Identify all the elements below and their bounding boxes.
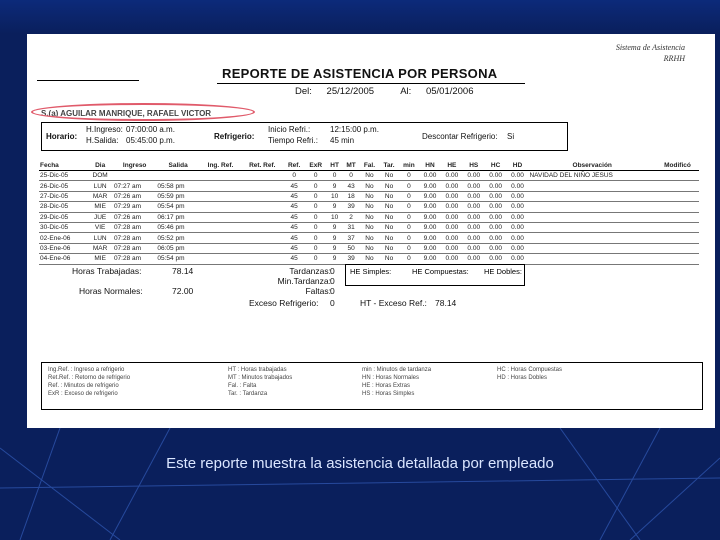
date-to-value: 05/01/2006: [425, 86, 474, 97]
table-row: [39, 212, 699, 222]
table-cell: DOM: [87, 171, 113, 181]
table-cell: 9: [327, 181, 343, 191]
table-cell: 0.00: [441, 181, 463, 191]
table-cell: MIE: [87, 202, 113, 212]
table-cell: [200, 191, 241, 201]
horas-trabajadas-value: 78.14: [172, 266, 194, 276]
table-cell: LUN: [87, 233, 113, 243]
table-cell: 9.00: [419, 181, 441, 191]
date-to-label: Al:: [400, 86, 412, 97]
column-header: HE: [441, 161, 463, 171]
table-cell: 0: [399, 212, 419, 222]
table-cell: No: [360, 171, 380, 181]
faltas-value: 0: [330, 286, 335, 296]
divider-line: [37, 80, 139, 81]
table-cell: 0: [305, 181, 327, 191]
table-cell: [241, 212, 283, 222]
table-cell: No: [360, 212, 380, 222]
salida-value: 05:45:00 p.m.: [126, 136, 175, 145]
table-cell: 0: [399, 171, 419, 181]
table-cell: [241, 254, 283, 264]
ingreso-value: 07:00:00 a.m.: [126, 125, 175, 134]
table-cell: 0: [305, 202, 327, 212]
abbreviation-legend: [41, 362, 703, 410]
title-underline: [217, 83, 525, 84]
table-row: [39, 181, 699, 191]
table-cell: 0.00: [485, 212, 507, 222]
tiempo-refri-value: 45 min: [330, 136, 355, 145]
faltas-label: Faltas:: [305, 286, 331, 296]
table-cell: No: [379, 243, 399, 253]
table-cell: [241, 233, 283, 243]
table-cell: No: [379, 233, 399, 243]
table-cell: 0.00: [485, 191, 507, 201]
table-cell: 0.00: [507, 233, 529, 243]
table-cell: 9: [327, 233, 343, 243]
table-cell: 0.00: [463, 254, 485, 264]
legend-item: MT : Minutos trabajados: [228, 375, 293, 381]
table-row: [39, 254, 699, 264]
table-cell: 05:52 pm: [156, 233, 199, 243]
column-header: HN: [419, 161, 441, 171]
min-tardanza-value: 0: [330, 276, 335, 286]
table-cell: [656, 181, 699, 191]
table-row: [39, 171, 699, 181]
table-cell: No: [360, 243, 380, 253]
table-cell: 0: [399, 191, 419, 201]
table-cell: 05:54 pm: [156, 202, 199, 212]
legend-item: HN : Horas Normales: [362, 375, 420, 381]
table-cell: [528, 212, 656, 222]
exceso-refrigerio-label: Exceso Refrigerio:: [249, 298, 319, 308]
table-cell: 9.00: [419, 233, 441, 243]
descontar-value: Si: [507, 132, 515, 141]
column-header: Modificó: [656, 161, 699, 171]
table-cell: [241, 202, 283, 212]
table-cell: [528, 181, 656, 191]
table-cell: 07:26 am: [113, 212, 156, 222]
table-cell: 26-Dic-05: [39, 181, 87, 191]
table-cell: 45: [283, 212, 304, 222]
table-cell: 07:28 am: [113, 233, 156, 243]
table-cell: 45: [283, 233, 304, 243]
table-cell: [656, 233, 699, 243]
table-cell: 0.00: [507, 191, 529, 201]
table-cell: 45: [283, 254, 304, 264]
refrigerio-label: Refrigerio:: [214, 132, 255, 141]
table-body: [39, 171, 699, 265]
table-cell: [200, 243, 241, 253]
table-cell: 0: [305, 212, 327, 222]
table-cell: 9: [327, 202, 343, 212]
table-cell: 0: [399, 181, 419, 191]
table-cell: [656, 202, 699, 212]
table-cell: 27-Dic-05: [39, 191, 87, 201]
table-cell: 43: [343, 181, 360, 191]
tardanzas-label: Tardanzas:: [289, 266, 331, 276]
table-cell: 0.00: [507, 254, 529, 264]
table-cell: No: [360, 254, 380, 264]
table-cell: [656, 222, 699, 232]
table-cell: 2: [343, 212, 360, 222]
table-cell: 29-Dic-05: [39, 212, 87, 222]
tiempo-refri-label: Tiempo Refri.:: [268, 136, 318, 145]
table-cell: 0.00: [463, 202, 485, 212]
ht-exceso-label: HT - Exceso Ref.:: [360, 298, 427, 308]
table-cell: 30-Dic-05: [39, 222, 87, 232]
he-simples-label: HE Simples:: [350, 267, 392, 276]
table-cell: [200, 254, 241, 264]
attendance-table: [39, 161, 699, 265]
table-cell: 0: [305, 243, 327, 253]
column-header: Salida: [156, 161, 199, 171]
legend-item: Fal. : Falta: [228, 383, 257, 389]
date-range: [295, 86, 498, 97]
horario-label: Horario:: [46, 132, 78, 141]
table-cell: 0.00: [485, 181, 507, 191]
ingreso-label: H.Ingreso:: [86, 125, 123, 134]
legend-column-1: [48, 366, 130, 398]
table-cell: 0.00: [441, 212, 463, 222]
table-cell: 0.00: [441, 233, 463, 243]
table-cell: [156, 171, 199, 181]
table-cell: 39: [343, 254, 360, 264]
legend-column-2: [228, 366, 292, 398]
table-cell: 0.00: [485, 233, 507, 243]
he-dobles-label: HE Dobles:: [484, 267, 522, 276]
legend-item: HS : Horas Simples: [362, 391, 415, 397]
legend-item: Tar. : Tardanza: [228, 391, 268, 397]
table-cell: No: [360, 181, 380, 191]
table-cell: 39: [343, 202, 360, 212]
slide-caption: Este reporte muestra la asistencia detallada por empleado: [166, 455, 554, 472]
table-cell: 0.00: [441, 202, 463, 212]
table-row: [39, 191, 699, 201]
salida-label: H.Salida:: [86, 136, 119, 145]
table-cell: 0.00: [507, 243, 529, 253]
table-cell: 45: [283, 243, 304, 253]
table-cell: 0: [305, 233, 327, 243]
table-cell: [200, 233, 241, 243]
table-cell: No: [379, 222, 399, 232]
table-cell: No: [360, 233, 380, 243]
table-cell: [200, 202, 241, 212]
table-cell: 25-Dic-05: [39, 171, 87, 181]
system-title: Sistema de Asistencia: [615, 43, 685, 52]
table-cell: 0.00: [441, 243, 463, 253]
table-cell: 02-Ene-06: [39, 233, 87, 243]
report-page: [27, 34, 715, 428]
table-header-row: [39, 161, 699, 171]
table-cell: 0.00: [485, 202, 507, 212]
table-cell: MAR: [87, 243, 113, 253]
table-cell: [241, 181, 283, 191]
table-cell: 9.00: [419, 212, 441, 222]
ht-exceso-value: 78.14: [435, 298, 457, 308]
date-from-value: 25/12/2005: [326, 86, 375, 97]
exceso-refrigerio-value: 0: [330, 298, 335, 308]
table-cell: 0: [283, 171, 304, 181]
he-compuestas-label: HE Compuestas:: [412, 267, 469, 276]
table-cell: 0.00: [507, 222, 529, 232]
column-header: ExR: [305, 161, 327, 171]
table-cell: [241, 222, 283, 232]
table-cell: No: [379, 191, 399, 201]
table-cell: 0.00: [441, 254, 463, 264]
table-cell: 05:58 pm: [156, 181, 199, 191]
table-cell: NAVIDAD DEL NIÑO JESUS: [528, 171, 656, 181]
table-cell: 0.00: [441, 171, 463, 181]
table-cell: [241, 243, 283, 253]
inicio-refri-label: Inicio Refri.:: [268, 125, 311, 134]
table-cell: 07:26 am: [113, 191, 156, 201]
table-cell: [528, 254, 656, 264]
table-cell: [656, 171, 699, 181]
legend-item: min : Minutos de tardanza: [362, 367, 432, 373]
table-cell: 0: [305, 222, 327, 232]
table-cell: 9: [327, 243, 343, 253]
table-cell: 0.00: [507, 181, 529, 191]
table-cell: 06:17 pm: [156, 212, 199, 222]
slide-bottom-panel: [0, 428, 720, 540]
horas-trabajadas-label: Horas Trabajadas:: [72, 266, 142, 276]
table-cell: 0.00: [507, 212, 529, 222]
table-cell: [656, 212, 699, 222]
tardanzas-value: 0: [330, 266, 335, 276]
column-header: HC: [485, 161, 507, 171]
column-header: Ref.: [283, 161, 304, 171]
table-cell: 0: [399, 243, 419, 253]
table-cell: 0.00: [485, 254, 507, 264]
table-cell: 0.00: [507, 171, 529, 181]
legend-item: Ref. : Minutos de refrigerio: [48, 383, 119, 389]
column-header: HD: [507, 161, 529, 171]
column-header: Fecha: [39, 161, 87, 171]
table-cell: 9.00: [419, 202, 441, 212]
table-cell: [200, 171, 241, 181]
table-cell: No: [360, 202, 380, 212]
table-cell: 9: [327, 222, 343, 232]
table-cell: 31: [343, 222, 360, 232]
legend-item: Ing.Ref. : Ingreso a refrigerio: [48, 367, 125, 373]
inicio-refri-value: 12:15:00 p.m.: [330, 125, 379, 134]
report-title: REPORTE DE ASISTENCIA POR PERSONA: [222, 66, 498, 81]
system-header: [616, 42, 685, 64]
table-cell: 0.00: [507, 202, 529, 212]
table-cell: JUE: [87, 212, 113, 222]
min-tardanza-label: Min.Tardanza:: [277, 276, 331, 286]
table-cell: 45: [283, 191, 304, 201]
table-cell: VIE: [87, 222, 113, 232]
column-header: min: [399, 161, 419, 171]
column-header: Ingreso: [113, 161, 156, 171]
table-cell: 0.00: [485, 243, 507, 253]
table-cell: 0.00: [463, 243, 485, 253]
table-cell: [241, 191, 283, 201]
table-cell: 0.00: [485, 171, 507, 181]
table-cell: No: [360, 191, 380, 201]
table-cell: 05:59 pm: [156, 191, 199, 201]
legend-item: HE : Horas Extras: [362, 383, 411, 389]
employee-name-highlight: S.(a) AGUILAR MANRIQUE, RAFAEL VICTOR: [31, 103, 255, 121]
table-cell: [656, 254, 699, 264]
column-header: Ret. Ref.: [241, 161, 283, 171]
system-subtitle: RRHH: [663, 54, 685, 63]
table-cell: 0.00: [419, 171, 441, 181]
date-from-label: Del:: [295, 86, 312, 97]
table-cell: 18: [343, 191, 360, 201]
column-header: Dia: [87, 161, 113, 171]
table-cell: 0.00: [463, 222, 485, 232]
table-cell: 05:54 pm: [156, 254, 199, 264]
table-cell: 0: [305, 191, 327, 201]
table-cell: [113, 171, 156, 181]
table-cell: 0: [399, 254, 419, 264]
descontar-label: Descontar Refrigerio:: [422, 132, 498, 141]
table-cell: [241, 171, 283, 181]
table-row: [39, 222, 699, 232]
table-cell: 07:28 am: [113, 243, 156, 253]
table-cell: [656, 191, 699, 201]
table-cell: 0.00: [441, 222, 463, 232]
table-cell: 50: [343, 243, 360, 253]
legend-column-3: [362, 366, 431, 398]
table-cell: 05:46 pm: [156, 222, 199, 232]
table-cell: 0.00: [463, 181, 485, 191]
horas-normales-label: Horas Normales:: [79, 286, 143, 296]
table-cell: 0: [399, 202, 419, 212]
table-cell: No: [379, 254, 399, 264]
legend-item: HC : Horas Compuestas: [497, 367, 563, 373]
table-cell: MAR: [87, 191, 113, 201]
table-cell: 0: [399, 233, 419, 243]
table-cell: 9.00: [419, 191, 441, 201]
table-cell: 04-Ene-06: [39, 254, 87, 264]
table-cell: 07:28 am: [113, 254, 156, 264]
table-row: [39, 233, 699, 243]
legend-item: ExR : Exceso de refrigerio: [48, 391, 118, 397]
column-header: MT: [343, 161, 360, 171]
table-row: [39, 202, 699, 212]
table-cell: 0: [305, 171, 327, 181]
table-cell: 28-Dic-05: [39, 202, 87, 212]
table-cell: [656, 243, 699, 253]
table-cell: 45: [283, 202, 304, 212]
legend-item: HD : Horas Dobles: [497, 375, 548, 381]
date-from: [295, 86, 386, 97]
table-cell: 0.00: [441, 191, 463, 201]
table-cell: [200, 181, 241, 191]
table-cell: 37: [343, 233, 360, 243]
slide-top-band: [0, 0, 720, 34]
table-cell: 9.00: [419, 254, 441, 264]
legend-item: Ret.Ref. : Retorno de refrigerio: [48, 375, 131, 381]
table-cell: [528, 191, 656, 201]
table-cell: No: [379, 202, 399, 212]
table-cell: 9.00: [419, 222, 441, 232]
overtime-box: [345, 264, 525, 286]
table-cell: 0: [327, 171, 343, 181]
schedule-box: [41, 122, 568, 151]
table-cell: 0.00: [463, 233, 485, 243]
column-header: HT: [327, 161, 343, 171]
table-cell: 0: [343, 171, 360, 181]
column-header: Observación: [528, 161, 656, 171]
table-cell: 07:27 am: [113, 181, 156, 191]
table-cell: 0.00: [463, 171, 485, 181]
column-header: Ing. Ref.: [200, 161, 241, 171]
horas-normales-value: 72.00: [172, 286, 194, 296]
table-cell: 9.00: [419, 243, 441, 253]
table-cell: No: [360, 222, 380, 232]
table-cell: 03-Ene-06: [39, 243, 87, 253]
column-header: Tar.: [379, 161, 399, 171]
table-cell: No: [379, 212, 399, 222]
legend-column-4: [497, 366, 562, 382]
table-cell: 9: [327, 254, 343, 264]
table-cell: 10: [327, 191, 343, 201]
table-cell: [528, 222, 656, 232]
table-cell: No: [379, 171, 399, 181]
column-header: HS: [463, 161, 485, 171]
legend-item: HT : Horas trabajadas: [228, 367, 287, 373]
table-cell: LUN: [87, 181, 113, 191]
table-cell: 0.00: [463, 212, 485, 222]
table-cell: 45: [283, 181, 304, 191]
table-cell: 0: [305, 254, 327, 264]
table-cell: 0.00: [485, 222, 507, 232]
table-cell: 0: [399, 222, 419, 232]
table-cell: 10: [327, 212, 343, 222]
column-header: Fal.: [360, 161, 380, 171]
table-row: [39, 243, 699, 253]
table-cell: 07:28 am: [113, 222, 156, 232]
table-cell: [528, 233, 656, 243]
table-cell: [528, 243, 656, 253]
table-cell: [200, 212, 241, 222]
table-cell: 07:29 am: [113, 202, 156, 212]
date-to: [400, 86, 485, 97]
table-cell: 45: [283, 222, 304, 232]
table-cell: No: [379, 181, 399, 191]
table-cell: MIE: [87, 254, 113, 264]
table-cell: [200, 222, 241, 232]
table-cell: [528, 202, 656, 212]
table-cell: 06:05 pm: [156, 243, 199, 253]
table-cell: 0.00: [463, 191, 485, 201]
